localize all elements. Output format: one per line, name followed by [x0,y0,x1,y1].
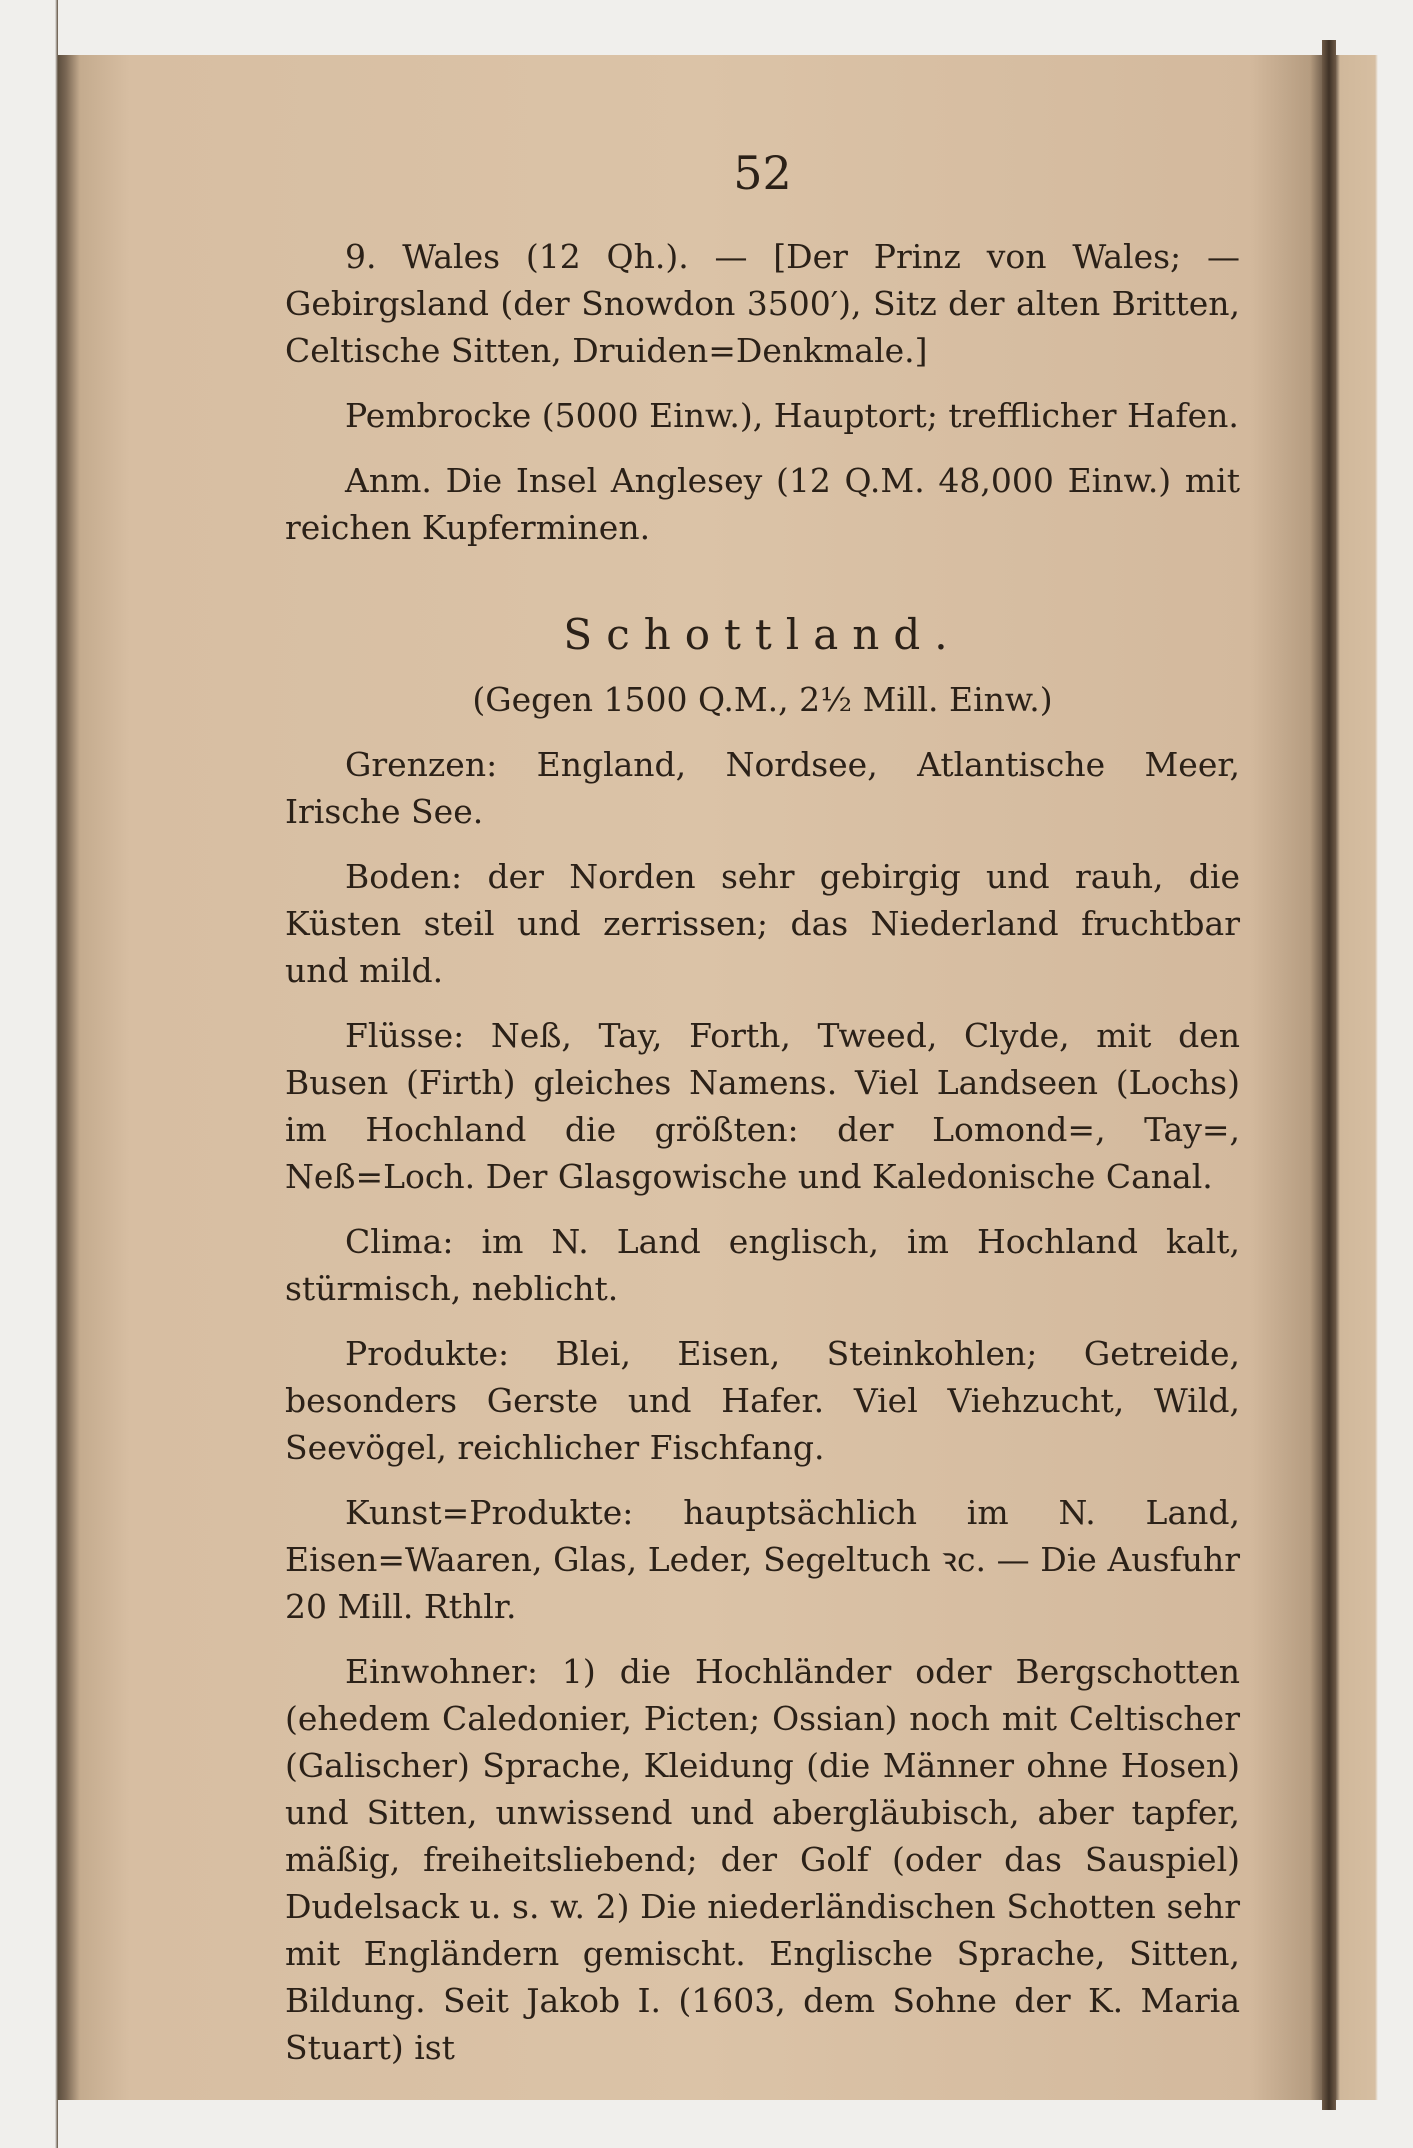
paragraph-kunst-produkte: Kunst=Produkte: hauptsächlich im N. Land, Eisen=Waaren, Glas, Leder, Segeltuch ꝛc. — Die Ausfuhr 20 Mill. Rthlr. [285,1493,1240,1626]
scan-bottom-margin [58,2100,1378,2148]
anglesey-note: Anm. Die Insel Anglesey (12 Q.M. 48,000 Einw.) mit reichen Kupferminen. [285,461,1240,547]
page-number: 52 [733,146,792,200]
paragraph-boden: Boden: der Norden sehr gebirgig und rauh, die Küsten steil und zerrissen; das Niederland fruchtbar und mild. [285,857,1240,990]
section-subheading: (Gegen 1500 Q.M., 2½ Mill. Einw.) [472,680,1053,719]
book-page [285,146,1240,2071]
paragraph-produkte: Produkte: Blei, Eisen, Steinkohlen; Getreide, besonders Gerste und Hafer. Viel Viehzucht, Wild, Seevögel, reichlicher Fischfang. [285,1334,1240,1467]
section-heading: Schottland. [563,610,962,659]
wales-entry: 9. Wales (12 Qh.). — [Der Prinz von Wales; — Gebirgsland (der Snowdon 3500′), Sitz der alten Britten, Celtische Sitten, Druiden=Denkmale.] [285,237,1240,370]
paragraph-einwohner: Einwohner: 1) die Hochländer oder Bergschotten (ehedem Caledonier, Picten; Ossian) noch mit Celtischer (Galischer) Sprache, Kleidung (die Männer ohne Hosen) und Sitten, unwissend und abergläubisch, aber tapfer, mäßig, freiheitsliebend; der Golf (oder das Sauspiel) Dudelsack u. s. w. 2) Die niederländischen Schotten sehr mit Engländern gemischt. Englische Sprache, Sitten, Bildung. Seit Jakob I. (1603, dem Sohne der K. Maria Stuart) ist [285,1652,1240,2067]
book-spine [1322,40,1336,2110]
paragraph-fluesse: Flüsse: Neß, Tay, Forth, Tweed, Clyde, mit den Busen (Firth) gleiches Namens. Viel Landseen (Lochs) im Hochland die größten: der Lomond=, Tay=, Neß=Loch. Der Glasgowische und Kaledonische Canal. [285,1016,1240,1196]
scan-top-margin [58,0,1378,55]
paragraph-grenzen: Grenzen: England, Nordsee, Atlantische Meer, Irische See. [285,745,1240,831]
pembroke-entry: Pembrocke (5000 Einw.), Hauptort; trefflicher Hafen. [345,396,1239,435]
paragraph-clima: Clima: im N. Land englisch, im Hochland kalt, stürmisch, neblicht. [285,1222,1240,1308]
